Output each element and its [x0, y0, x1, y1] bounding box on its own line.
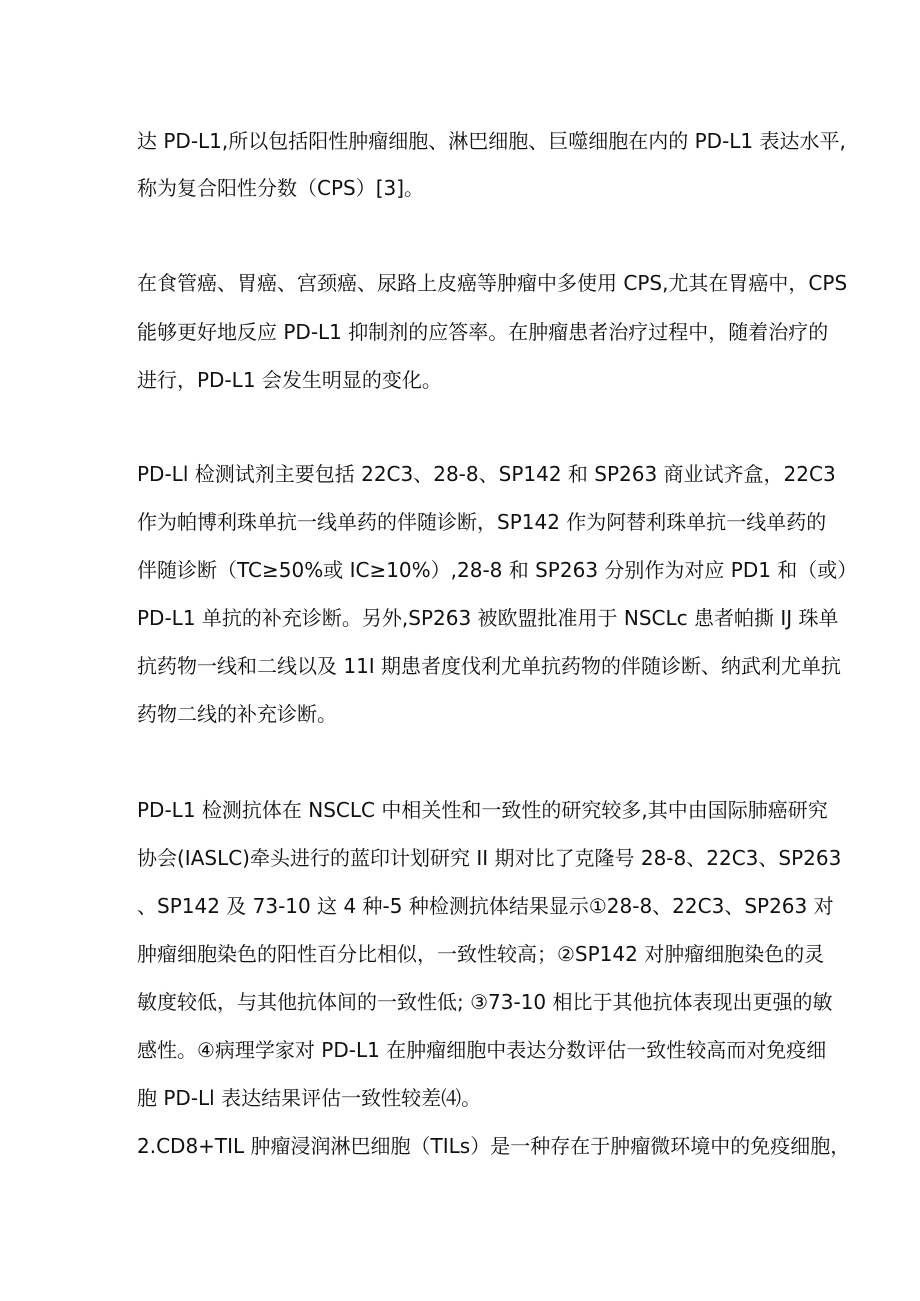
text-line: 、SP142 及 73-10 这 4 种-5 种检测抗体结果显示①28-8、22C3、SP263 对	[137, 894, 834, 918]
text-line: 伴随诊断（TC≥50%或 IC≥10%）,28-8 和 SP263 分别作为对应 PD1 和（或）	[137, 558, 858, 582]
text-line: PD-L1 单抗的补充诊断。另外,SP263 被欧盟批准用于 NSCLc 患者帕撕 IJ 珠单	[137, 606, 839, 630]
text-line: 胞 PD-Ll 表达结果评估一致性较差⑷。	[137, 1086, 482, 1110]
text-line: 感性。④病理学家对 PD-L1 在肿瘤细胞中表达分数评估一致性较高而对免疫细	[137, 1038, 827, 1062]
text-line: 称为复合阳性分数（CPS）[3]。	[137, 176, 425, 200]
text-line: 在食管癌、胃癌、宫颈癌、尿路上皮癌等肿瘤中多使用 CPS,尤其在胃癌中，CPS	[137, 271, 848, 295]
text-line: 2.CD8+TIL 肿瘤浸润淋巴细胞（TILs）是一种存在于肿瘤微环境中的免疫细胞，	[137, 1134, 851, 1158]
text-line: 药物二线的补充诊断。	[137, 702, 337, 726]
text-line: 能够更好地反应 PD-L1 抑制剂的应答率。在肿瘤患者治疗过程中，随着治疗的	[137, 320, 829, 344]
text-line: 达 PD-L1,所以包括阳性肿瘤细胞、淋巴细胞、巨噬细胞在内的 PD-L1 表达水平,	[137, 129, 846, 153]
text-line: 肿瘤细胞染色的阳性百分比相似，一致性较高；②SP142 对肿瘤细胞染色的灵	[137, 942, 825, 966]
text-line: 作为帕博利珠单抗一线单药的伴随诊断，SP142 作为阿替利珠单抗一线单药的	[137, 510, 827, 534]
text-line: 进行，PD-L1 会发生明显的变化。	[137, 368, 442, 392]
text-line: 敏度较低，与其他抗体间的一致性低; ③73-10 相比于其他抗体表现出更强的敏	[137, 990, 833, 1014]
text-line: PD-Ll 检测试剂主要包括 22C3、28-8、SP142 和 SP263 商业试齐盒，22C3	[137, 462, 836, 486]
text-line: 协会(IASLC)牵头进行的蓝印计划研究 II 期对比了克隆号 28-8、22C3、SP263	[137, 846, 842, 870]
text-line: 抗药物一线和二线以及 11I 期患者度伐利尤单抗药物的伴随诊断、纳武利尤单抗	[137, 654, 842, 678]
text-line: PD-L1 检测抗体在 NSCLC 中相关性和一致性的研究较多,其中由国际肺癌研究	[137, 798, 828, 822]
